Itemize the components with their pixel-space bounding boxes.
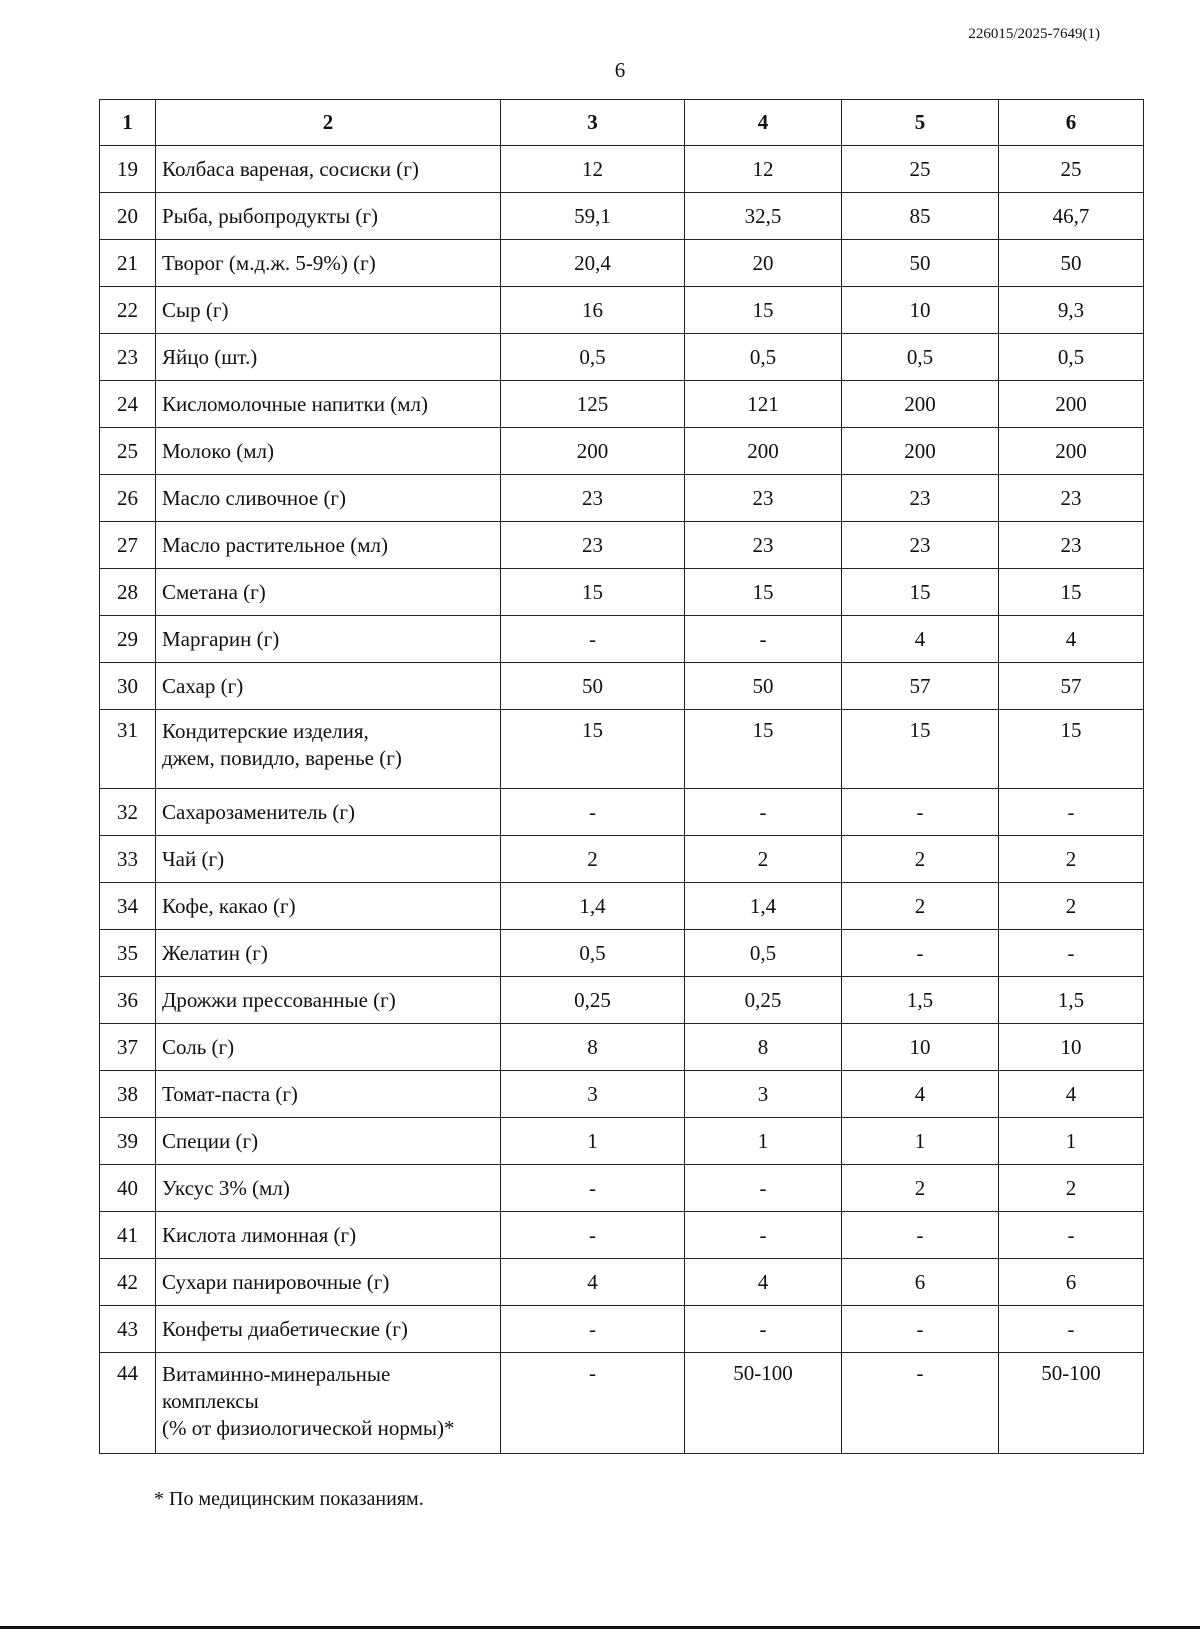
table-row: [100, 1024, 1144, 1071]
table-row: [100, 930, 1144, 977]
value-cell: 23: [685, 475, 842, 522]
value-cell: 50: [685, 663, 842, 710]
value-cell: -: [501, 616, 685, 663]
product-name: Яйцо (шт.): [156, 334, 501, 381]
value-cell: 8: [501, 1024, 685, 1071]
value-cell: 16: [501, 287, 685, 334]
table-row: [100, 287, 1144, 334]
product-name: Сахарозаменитель (г): [156, 789, 501, 836]
value-cell: 200: [842, 381, 999, 428]
value-cell: 2: [999, 1165, 1144, 1212]
table-row: [100, 193, 1144, 240]
product-name: Кислота лимонная (г): [156, 1212, 501, 1259]
food-norms-table: [99, 99, 1144, 1454]
value-cell: 57: [999, 663, 1144, 710]
product-name: Чай (г): [156, 836, 501, 883]
row-number: 42: [100, 1259, 156, 1306]
value-cell: 200: [685, 428, 842, 475]
value-cell: 0,25: [685, 977, 842, 1024]
value-cell: 6: [842, 1259, 999, 1306]
row-number: 19: [100, 146, 156, 193]
value-cell: 2: [842, 883, 999, 930]
table-row: [100, 334, 1144, 381]
value-cell: -: [999, 1212, 1144, 1259]
table-row: [100, 428, 1144, 475]
row-number: 38: [100, 1071, 156, 1118]
value-cell: 4: [501, 1259, 685, 1306]
value-cell: 0,5: [999, 334, 1144, 381]
column-header: 3: [501, 100, 685, 146]
table-row: [100, 883, 1144, 930]
table-row: [100, 146, 1144, 193]
row-number: 43: [100, 1306, 156, 1353]
value-cell: 23: [501, 475, 685, 522]
table-row: [100, 240, 1144, 287]
table-row: [100, 789, 1144, 836]
value-cell: 23: [999, 475, 1144, 522]
value-cell: 2: [842, 836, 999, 883]
value-cell: 4: [999, 616, 1144, 663]
value-cell: 0,5: [501, 930, 685, 977]
value-cell: -: [842, 930, 999, 977]
row-number: 41: [100, 1212, 156, 1259]
value-cell: 1,4: [501, 883, 685, 930]
value-cell: 0,5: [501, 334, 685, 381]
value-cell: 32,5: [685, 193, 842, 240]
row-number: 22: [100, 287, 156, 334]
value-cell: 1: [501, 1118, 685, 1165]
table-row: [100, 1165, 1144, 1212]
product-name: [156, 710, 501, 789]
value-cell: 46,7: [999, 193, 1144, 240]
column-header: 4: [685, 100, 842, 146]
table-row: [100, 381, 1144, 428]
value-cell: 57: [842, 663, 999, 710]
row-number: 37: [100, 1024, 156, 1071]
row-number: 31: [100, 710, 156, 789]
product-name: Масло сливочное (г): [156, 475, 501, 522]
value-cell: 15: [842, 569, 999, 616]
product-name: Сухари панировочные (г): [156, 1259, 501, 1306]
value-cell: 50: [842, 240, 999, 287]
value-cell: 20,4: [501, 240, 685, 287]
product-name-line: комплексы: [162, 1389, 259, 1413]
row-number: 35: [100, 930, 156, 977]
column-header: 1: [100, 100, 156, 146]
value-cell: 50: [999, 240, 1144, 287]
value-cell: -: [999, 789, 1144, 836]
value-cell: 23: [999, 522, 1144, 569]
row-number: 44: [100, 1353, 156, 1454]
value-cell: 8: [685, 1024, 842, 1071]
value-cell: 6: [999, 1259, 1144, 1306]
value-cell: 10: [999, 1024, 1144, 1071]
product-name: Томат-паста (г): [156, 1071, 501, 1118]
table-row: [100, 1259, 1144, 1306]
value-cell: -: [842, 1306, 999, 1353]
row-number: 39: [100, 1118, 156, 1165]
row-number: 33: [100, 836, 156, 883]
product-name-line: (% от физиологической нормы)*: [162, 1416, 455, 1440]
value-cell: 2: [842, 1165, 999, 1212]
value-cell: 23: [842, 522, 999, 569]
value-cell: 25: [842, 146, 999, 193]
product-name: Кофе, какао (г): [156, 883, 501, 930]
value-cell: 15: [999, 710, 1144, 789]
value-cell: 15: [685, 287, 842, 334]
product-name: Рыба, рыбопродукты (г): [156, 193, 501, 240]
value-cell: 50: [501, 663, 685, 710]
table-row: [100, 475, 1144, 522]
value-cell: -: [685, 1306, 842, 1353]
row-number: 36: [100, 977, 156, 1024]
product-name: Творог (м.д.ж. 5-9%) (г): [156, 240, 501, 287]
value-cell: 4: [685, 1259, 842, 1306]
page-number: 6: [614, 58, 626, 82]
product-name: Сыр (г): [156, 287, 501, 334]
footnote: * По медицинским показаниям.: [154, 1488, 424, 1510]
value-cell: 59,1: [501, 193, 685, 240]
value-cell: 3: [685, 1071, 842, 1118]
value-cell: 23: [685, 522, 842, 569]
table-row: [100, 1118, 1144, 1165]
value-cell: 0,5: [842, 334, 999, 381]
value-cell: 0,5: [685, 930, 842, 977]
value-cell: 121: [685, 381, 842, 428]
row-number: 27: [100, 522, 156, 569]
value-cell: 200: [999, 381, 1144, 428]
product-name: Сметана (г): [156, 569, 501, 616]
row-number: 20: [100, 193, 156, 240]
row-number: 34: [100, 883, 156, 930]
value-cell: 1,5: [999, 977, 1144, 1024]
value-cell: -: [999, 930, 1144, 977]
table-row: [100, 569, 1144, 616]
value-cell: 85: [842, 193, 999, 240]
value-cell: 15: [842, 710, 999, 789]
row-number: 24: [100, 381, 156, 428]
table-row: [100, 836, 1144, 883]
value-cell: -: [501, 1165, 685, 1212]
product-name: Желатин (г): [156, 930, 501, 977]
product-name: Маргарин (г): [156, 616, 501, 663]
row-number: 25: [100, 428, 156, 475]
value-cell: 1: [999, 1118, 1144, 1165]
value-cell: 1,4: [685, 883, 842, 930]
value-cell: 15: [685, 569, 842, 616]
table-row: [100, 1071, 1144, 1118]
value-cell: 15: [501, 710, 685, 789]
value-cell: -: [685, 616, 842, 663]
value-cell: 25: [999, 146, 1144, 193]
table-header-row: [100, 100, 1144, 146]
value-cell: 4: [999, 1071, 1144, 1118]
product-name: Специи (г): [156, 1118, 501, 1165]
table-row: [100, 1353, 1144, 1454]
value-cell: 10: [842, 1024, 999, 1071]
product-name: Соль (г): [156, 1024, 501, 1071]
product-name: Колбаса вареная, сосиски (г): [156, 146, 501, 193]
value-cell: 50-100: [999, 1353, 1144, 1454]
value-cell: 23: [842, 475, 999, 522]
value-cell: -: [842, 789, 999, 836]
table-row: [100, 663, 1144, 710]
value-cell: 10: [842, 287, 999, 334]
value-cell: 20: [685, 240, 842, 287]
value-cell: 1: [842, 1118, 999, 1165]
value-cell: 2: [999, 836, 1144, 883]
product-name: [156, 1353, 501, 1454]
row-number: 21: [100, 240, 156, 287]
row-number: 40: [100, 1165, 156, 1212]
product-name: Конфеты диабетические (г): [156, 1306, 501, 1353]
value-cell: 15: [501, 569, 685, 616]
value-cell: 125: [501, 381, 685, 428]
table-row: [100, 1306, 1144, 1353]
product-name-line: джем, повидло, варенье (г): [162, 746, 402, 770]
row-number: 23: [100, 334, 156, 381]
column-header: 5: [842, 100, 999, 146]
value-cell: -: [501, 789, 685, 836]
table-row: [100, 710, 1144, 789]
value-cell: 1: [685, 1118, 842, 1165]
product-name: Кисломолочные напитки (мл): [156, 381, 501, 428]
value-cell: -: [501, 1306, 685, 1353]
product-name-line: Кондитерские изделия,: [162, 719, 369, 743]
value-cell: 0,25: [501, 977, 685, 1024]
value-cell: -: [842, 1212, 999, 1259]
value-cell: -: [685, 1165, 842, 1212]
value-cell: 12: [685, 146, 842, 193]
value-cell: 12: [501, 146, 685, 193]
product-name: Дрожжи прессованные (г): [156, 977, 501, 1024]
row-number: 28: [100, 569, 156, 616]
value-cell: 200: [501, 428, 685, 475]
product-name: Сахар (г): [156, 663, 501, 710]
product-name-line: Витаминно-минеральные: [162, 1362, 391, 1386]
table-row: [100, 522, 1144, 569]
value-cell: -: [842, 1353, 999, 1454]
value-cell: 3: [501, 1071, 685, 1118]
product-name: Масло растительное (мл): [156, 522, 501, 569]
value-cell: 50-100: [685, 1353, 842, 1454]
table-row: [100, 1212, 1144, 1259]
value-cell: 15: [685, 710, 842, 789]
value-cell: 2: [999, 883, 1144, 930]
value-cell: 1,5: [842, 977, 999, 1024]
table-row: [100, 977, 1144, 1024]
value-cell: -: [501, 1353, 685, 1454]
product-name: Молоко (мл): [156, 428, 501, 475]
column-header: 2: [156, 100, 501, 146]
value-cell: -: [999, 1306, 1144, 1353]
row-number: 32: [100, 789, 156, 836]
row-number: 26: [100, 475, 156, 522]
product-name: Уксус 3% (мл): [156, 1165, 501, 1212]
value-cell: -: [685, 1212, 842, 1259]
value-cell: 2: [685, 836, 842, 883]
value-cell: 200: [842, 428, 999, 475]
row-number: 29: [100, 616, 156, 663]
value-cell: 4: [842, 616, 999, 663]
document-id: 226015/2025-7649(1): [968, 26, 1100, 42]
value-cell: 200: [999, 428, 1144, 475]
value-cell: 4: [842, 1071, 999, 1118]
column-header: 6: [999, 100, 1144, 146]
value-cell: 15: [999, 569, 1144, 616]
row-number: 30: [100, 663, 156, 710]
value-cell: -: [685, 789, 842, 836]
value-cell: 0,5: [685, 334, 842, 381]
value-cell: -: [501, 1212, 685, 1259]
value-cell: 9,3: [999, 287, 1144, 334]
table-row: [100, 616, 1144, 663]
value-cell: 23: [501, 522, 685, 569]
value-cell: 2: [501, 836, 685, 883]
